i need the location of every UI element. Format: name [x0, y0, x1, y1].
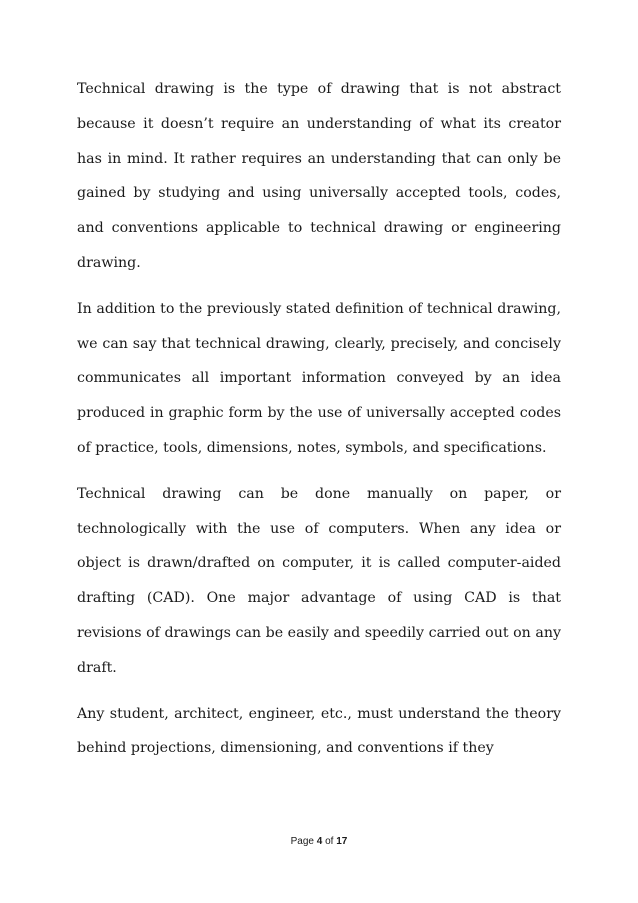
- paragraph: Any student, architect, engineer, etc., must understand the theory behind projections, dimensioning, and conventions if they: [77, 705, 561, 757]
- page-label: Page: [290, 836, 314, 847]
- page-total: 17: [336, 836, 348, 847]
- paragraph: Technical drawing can be done manually on paper, or technologically with the use of computers. When any idea or object is drawn/drafted on computer, it is called computer-aided drafting (CAD). One major advantage of using CAD is that revisions of drawings can be easily and speedily carried out on any draft.: [77, 485, 561, 676]
- page-number: 4: [316, 836, 323, 847]
- page-footer: [0, 836, 638, 847]
- document-body: [77, 72, 561, 766]
- paragraph: Technical drawing is the type of drawing that is not abstract because it doesn’t require an understanding of what its creator has in mind. It rather requires an understanding that can only be gained by studying and using universally accepted tools, codes, and conventions applicable to technical drawing or engineering drawing.: [77, 81, 561, 271]
- of-label: of: [325, 836, 334, 847]
- paragraph: In addition to the previously stated definition of technical drawing, we can say that technical drawing, clearly, precisely, and concisely communicates all important information conveyed by an idea produced in graphic form by the use of universally accepted codes of practice, tools, dimensions, notes, symbols, and specifications.: [77, 300, 561, 456]
